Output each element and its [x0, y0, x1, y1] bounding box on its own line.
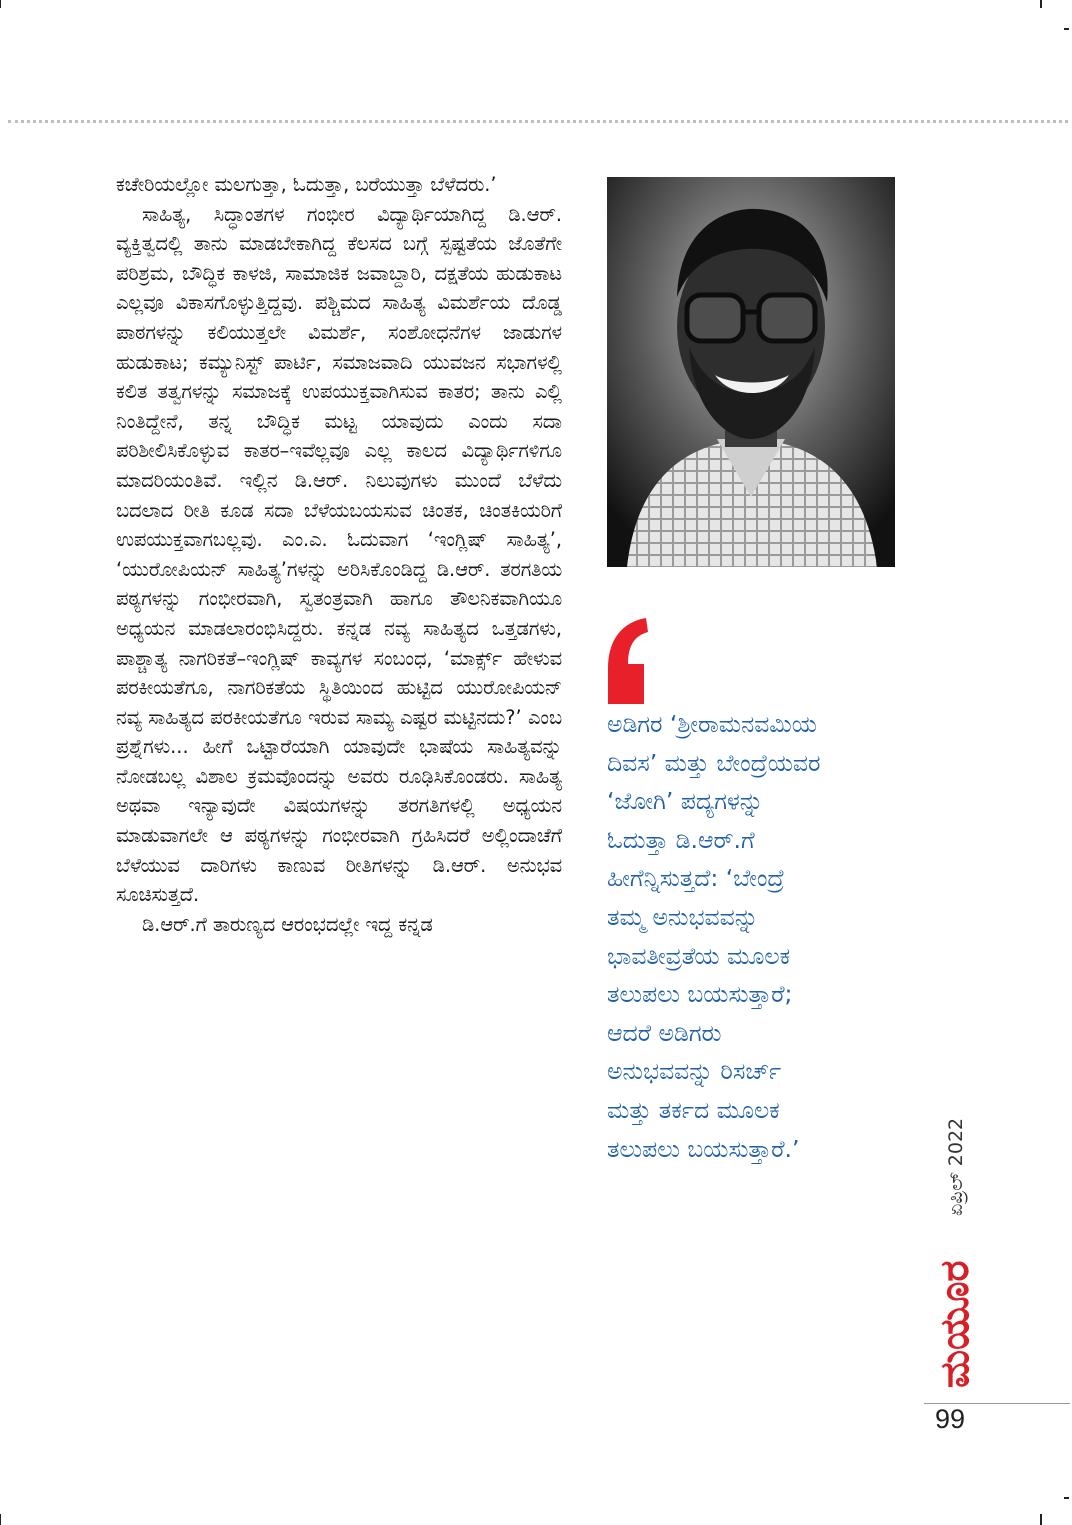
pull-quote-line: ದಿವಸ’ ಮತ್ತು ಬೇಂದ್ರೆಯವರ	[607, 748, 821, 777]
crop-mark-bottom-right	[1040, 1514, 1042, 1525]
page-number: 99	[935, 1404, 966, 1434]
portrait-illustration	[607, 177, 895, 567]
crop-mark-bottom-left	[0, 1514, 1, 1525]
issue-date	[934, 1110, 974, 1220]
pull-quote-line: ಅಡಿಗರ ‘ಶ್ರೀರಾಮನವಮಿಯ	[607, 710, 817, 738]
pull-quote-line: ಭಾವತೀವ್ರತೆಯ ಮೂಲಕ	[607, 941, 791, 970]
pull-quote-line: ‘ಜೋಗಿ’ ಪದ್ಯಗಳನ್ನು	[607, 787, 764, 816]
crop-mark-bottom-right-tick	[1064, 1497, 1069, 1499]
pull-quote-line: ತಮ್ಮ ಅನುಭವವನ್ನು	[607, 902, 759, 931]
crop-mark-top-right-tick	[1064, 28, 1069, 30]
pull-quote-line: ಓದುತ್ತಾ ಡಿ.ಆರ್.ಗೆ	[607, 825, 755, 854]
pull-quote-line: ತಲುಪಲು ಬಯಸುತ್ತಾರೆ.’	[607, 1134, 800, 1163]
pull-quote-line: ಮತ್ತು ತರ್ಕದ ಮೂಲಕ	[607, 1095, 780, 1124]
issue-date-text: ಏಪ್ರಿಲ್ 2022	[945, 1117, 967, 1216]
quote-mark-icon	[600, 602, 660, 712]
article-paragraph-3: ಡಿ.ಆರ್.ಗೆ ತಾರುಣ್ಯದ ಆರಂಭದಲ್ಲೇ ಇದ್ದ ಕನ್ನಡ	[142, 912, 433, 936]
magazine-logo	[928, 1232, 978, 1392]
article-paragraph-2: ಸಾಹಿತ್ಯ, ಸಿದ್ಧಾಂತಗಳ ಗಂಭೀರ ವಿದ್ಯಾರ್ಥಿಯಾಗಿದ್ದ ಡಿ.ಆರ್. ವ್ಯಕ್ತಿತ್ವದಲ್ಲಿ ತಾನು ಮಾಡಬೇಕಾಗಿದ್ದ ಕೆಲಸದ ಬಗ್ಗೆ ಸ್ಪಷ್ಟತೆಯ ಜೊತೆಗೇ ಪರಿಶ್ರಮ, ಬೌದ್ಧಿಕ ಕಾಳಜಿ, ಸಾಮಾಜಿಕ ಜವಾಬ್ದಾರಿ, ದಕ್ಷತೆಯ ಹುಡುಕಾಟ ಎಲ್ಲವೂ ವಿಕಾಸಗೊಳ್ಳುತ್ತಿದ್ದವು. ಪಶ್ಚಿಮದ ಸಾಹಿತ್ಯ ವಿಮರ್ಶೆಯ ದೊಡ್ಡ ಪಾಠಗಳನ್ನು ಕಲಿಯುತ್ತಲೇ ವಿಮರ್ಶೆ, ಸಂಶೋಧನೆಗಳ ಜಾಡುಗಳ ಹುಡುಕಾಟ; ಕಮ್ಯುನಿಸ್ಟ್ ಪಾರ್ಟಿ, ಸಮಾಜವಾದಿ ಯುವಜನ ಸಭಾಗಳಲ್ಲಿ ಕಲಿತ ತತ್ವಗಳನ್ನು ಸಮಾಜಕ್ಕೆ ಉಪಯುಕ್ತವಾಗಿಸುವ ಕಾತರ; ತಾನು ಎಲ್ಲಿ ನಿಂತಿದ್ದೇನೆ, ತನ್ನ ಬೌದ್ಧಿಕ ಮಟ್ಟ ಯಾವುದು ಎಂದು ಸದಾ ಪರಿಶೀಲಿಸಿಕೊಳ್ಳುವ ಕಾತರ–ಇವೆಲ್ಲವೂ ಎಲ್ಲ ಕಾಲದ ವಿದ್ಯಾರ್ಥಿಗಳಿಗೂ ಮಾದರಿಯಂತಿವೆ. ಇಲ್ಲಿನ ಡಿ.ಆರ್. ನಿಲುವುಗಳು ಮುಂದೆ ಬೆಳೆದು ಬದಲಾದ ರೀತಿ ಕೂಡ ಸದಾ ಬೆಳೆಯಬಯಸುವ ಚಿಂತಕ, ಚಿಂತಕಿಯರಿಗೆ ಉಪಯುಕ್ತವಾಗಬಲ್ಲವು. ಎಂ.ಎ. ಓದುವಾಗ ‘ಇಂಗ್ಲಿಷ್ ಸಾಹಿತ್ಯ’, ‘ಯುರೋಪಿಯನ್ ಸಾಹಿತ್ಯ’ಗಳನ್ನು ಅರಿಸಿಕೊಂಡಿದ್ದ ಡಿ.ಆರ್. ತರಗತಿಯ ಪಠ್ಯಗಳನ್ನು ಗಂಭೀರವಾಗಿ, ಸ್ವತಂತ್ರವಾಗಿ ಹಾಗೂ ತೌಲನಿಕವಾಗಿಯೂ ಅಧ್ಯಯನ ಮಾಡಲಾರಂಭಿಸಿದ್ದರು. ಕನ್ನಡ ನವ್ಯ ಸಾಹಿತ್ಯದ ಒತ್ತಡಗಳು, ಪಾಶ್ಚಾತ್ಯ ನಾಗರಿಕತೆ–ಇಂಗ್ಲಿಷ್ ಕಾವ್ಯಗಳ ಸಂಬಂಧ, ‘ಮಾರ್ಕ್ಸ್ ಹೇಳುವ ಪರಕೀಯತೆಗೂ, ನಾಗರಿಕತೆಯ ಸ್ಥಿತಿಯಿಂದ ಹುಟ್ಟಿದ ಯುರೋಪಿಯನ್ ನವ್ಯ ಸಾಹಿತ್ಯದ ಪರಕೀಯತೆಗೂ ಇರುವ ಸಾಮ್ಯ ಎಷ್ಟರ ಮಟ್ಟಿನದು?’ ಎಂಬ ಪ್ರಶ್ನೆಗಳು... ಹೀಗೆ ಒಟ್ಟಾರೆಯಾಗಿ ಯಾವುದೇ ಭಾಷೆಯ ಸಾಹಿತ್ಯವನ್ನು ನೋಡಬಲ್ಲ ವಿಶಾಲ ಕ್ರಮವೊಂದನ್ನು ಅವರು ರೂಢಿಸಿಕೊಂಡರು. ಸಾಹಿತ್ಯ ಅಥವಾ ಇನ್ಯಾವುದೇ ವಿಷಯಗಳನ್ನು ತರಗತಿಗಳಲ್ಲಿ ಅಧ್ಯಯನ ಮಾಡುವಾಗಲೇ ಆ ಪಠ್ಯಗಳನ್ನು ಗಂಭೀರವಾಗಿ ಗ್ರಹಿಸಿದರೆ ಅಲ್ಲಿಂದಾಚೆಗೆ ಬೆಳೆಯುವ ದಾರಿಗಳು ಕಾಣುವ ರೀತಿಗಳನ್ನು ಡಿ.ಆರ್. ಅನುಭವ ಸೂಚಿಸುತ್ತದೆ.	[116, 202, 562, 907]
article-body	[116, 170, 562, 939]
header-dotted-rule	[8, 120, 1068, 123]
pull-quote	[607, 705, 907, 1168]
pull-quote-line: ತಲುಪಲು ಬಯಸುತ್ತಾರೆ;	[607, 980, 793, 1009]
pull-quote-line: ಹೀಗೆನ್ನಿಸುತ್ತದೆ: ‘ಬೇಂದ್ರೆ	[607, 864, 785, 893]
pull-quote-line: ಆದರೆ ಅಡಿಗರು	[607, 1018, 722, 1047]
article-paragraph-1: ಕಚೇರಿಯಲ್ಲೋ ಮಲಗುತ್ತಾ, ಓದುತ್ತಾ, ಬರೆಯುತ್ತಾ ಬೆಳೆದರು.’	[116, 173, 497, 196]
magazine-logo-text: ಮಯೂರ	[932, 1260, 978, 1388]
crop-mark-top-left	[0, 0, 1, 8]
portrait-photo	[607, 177, 895, 567]
crop-mark-top-right	[1040, 0, 1042, 8]
pull-quote-line: ಅನುಭವವನ್ನು ರಿಸರ್ಚ್	[607, 1057, 782, 1086]
